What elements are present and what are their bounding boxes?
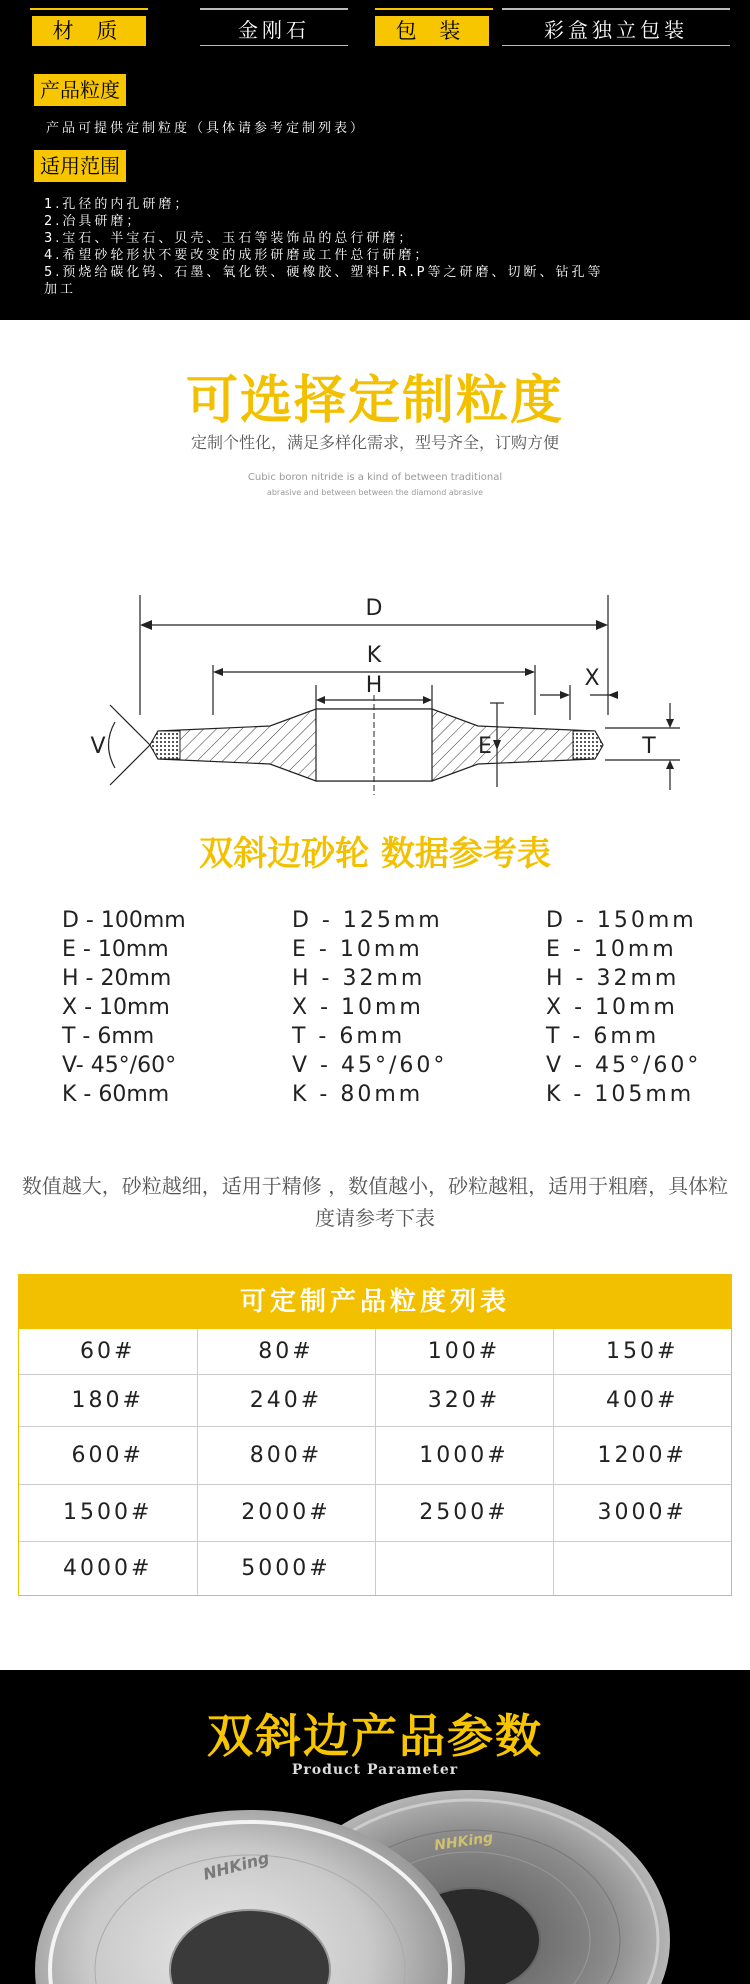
custom-grit-title: 可选择定制粒度 [185, 371, 564, 431]
spec-value: V- 45°/60° [62, 1053, 177, 1078]
grit-section-label: 产品粒度 [34, 74, 126, 106]
usage-list [44, 196, 734, 298]
table-row [19, 1329, 731, 1374]
grit-list-table [18, 1274, 732, 1596]
data-table-title: 双斜边砂轮 数据参考表 [199, 834, 551, 874]
diagram-label-h: H [365, 673, 383, 698]
usage-item: 5.预烧给碳化钨、石墨、氧化铁、硬橡胶、塑料F.R.P等之研磨、切断、钻孔等 [44, 265, 604, 280]
grit-cell: 5000# [197, 1541, 375, 1595]
material-label: 材 质 [32, 16, 146, 46]
spec-column-100 [62, 906, 186, 1109]
diagram-label-k: K [366, 643, 382, 668]
spec-value: K - 80mm [292, 1082, 424, 1107]
spec-value: X - 10mm [546, 995, 678, 1020]
grit-grid [19, 1329, 731, 1595]
grit-cell: 240# [197, 1374, 375, 1426]
spec-value: D - 150mm [546, 908, 697, 933]
wheel-dimension-diagram [80, 585, 700, 805]
spec-value: T - 6mm [62, 1024, 155, 1049]
usage-item: 1.孔径的内孔研磨； [44, 197, 191, 212]
spec-value: V - 45°/60° [546, 1053, 702, 1078]
spec-value: T - 6mm [292, 1024, 406, 1049]
brand-logo-back: NHKing [433, 1829, 495, 1854]
grit-cell: 150# [553, 1329, 731, 1374]
usage-item: 2.冶具研磨； [44, 214, 143, 229]
grit-cell: 60# [19, 1329, 197, 1374]
grit-cell: 1000# [375, 1426, 553, 1484]
spec-value: X - 10mm [292, 995, 424, 1020]
grit-cell: 320# [375, 1374, 553, 1426]
grit-cell: 4000# [19, 1541, 197, 1595]
grit-cell [375, 1541, 553, 1595]
usage-item: 加工 [44, 282, 77, 297]
diagram-label-e: E [478, 734, 492, 759]
diagram-label-x: X [584, 666, 600, 691]
grit-cell: 1500# [19, 1484, 197, 1541]
product-parameter-subtitle: Product Parameter [291, 1762, 459, 1778]
grit-cell: 2000# [197, 1484, 375, 1541]
grit-cell: 600# [19, 1426, 197, 1484]
diagram-label-t: T [642, 734, 656, 759]
usage-section-label: 适用范围 [34, 150, 126, 182]
grit-cell: 400# [553, 1374, 731, 1426]
grit-cell [553, 1541, 731, 1595]
spec-value: K - 105mm [546, 1082, 695, 1107]
grit-section-text: 产品可提供定制粒度（具体请参考定制列表） [46, 121, 367, 136]
spec-value: H - 20mm [62, 966, 172, 991]
usage-item: 3.宝石、半宝石、贝壳、玉石等装饰品的总行研磨； [44, 231, 415, 246]
brand-logo-front: NHKing [201, 1848, 272, 1884]
spec-value: H - 32mm [292, 966, 426, 991]
grit-list-title: 可定制产品粒度列表 [19, 1275, 731, 1329]
spec-value: E - 10mm [292, 937, 423, 962]
packaging-label: 包 装 [375, 16, 489, 46]
custom-grit-english-2: abrasive and between between the diamond abrasive [266, 488, 484, 497]
grit-cell: 800# [197, 1426, 375, 1484]
diagram-label-v: V [90, 734, 106, 759]
grit-cell: 180# [19, 1374, 197, 1426]
table-row [19, 1426, 731, 1484]
diagram-label-d: D [365, 596, 383, 621]
spec-value: H - 32mm [546, 966, 680, 991]
grit-note: 数值越大，砂粒越细，适用于精修 ，数值越小，砂粒越粗，适用于粗磨，具体粒度请参考下表 [21, 1174, 729, 1230]
spec-value: V - 45°/60° [292, 1053, 448, 1078]
material-value: 金刚石 [200, 16, 348, 46]
grit-cell: 3000# [553, 1484, 731, 1541]
custom-grit-english-1: Cubic boron nitride is a kind of between traditional [247, 472, 503, 483]
grinding-wheel-photo [0, 1770, 750, 1984]
spec-column-150 [546, 906, 701, 1109]
product-parameter-section [0, 1670, 750, 1984]
grit-cell: 1200# [553, 1426, 731, 1484]
grit-cell: 80# [197, 1329, 375, 1374]
spec-value: X - 10mm [62, 995, 170, 1020]
spec-column-125 [292, 906, 447, 1109]
top-spec-section [0, 0, 750, 320]
spec-row [30, 8, 730, 52]
usage-item: 4.希望砂轮形状不要改变的成形研磨或工件总行研磨； [44, 248, 431, 263]
spec-value: K - 60mm [62, 1082, 170, 1107]
grit-cell: 100# [375, 1329, 553, 1374]
table-row [19, 1541, 731, 1595]
product-parameter-title: 双斜边产品参数 [207, 1709, 543, 1763]
table-row [19, 1374, 731, 1426]
custom-grit-subtitle: 定制个性化，满足多样化需求，型号齐全，订购方便 [190, 433, 559, 452]
spec-value: D - 125mm [292, 908, 443, 933]
packaging-value: 彩盒独立包装 [502, 16, 730, 46]
table-row [19, 1484, 731, 1541]
spec-value: T - 6mm [546, 1024, 660, 1049]
spec-value: D - 100mm [62, 908, 186, 933]
spec-value: E - 10mm [62, 937, 169, 962]
grit-cell: 2500# [375, 1484, 553, 1541]
spec-value: E - 10mm [546, 937, 677, 962]
